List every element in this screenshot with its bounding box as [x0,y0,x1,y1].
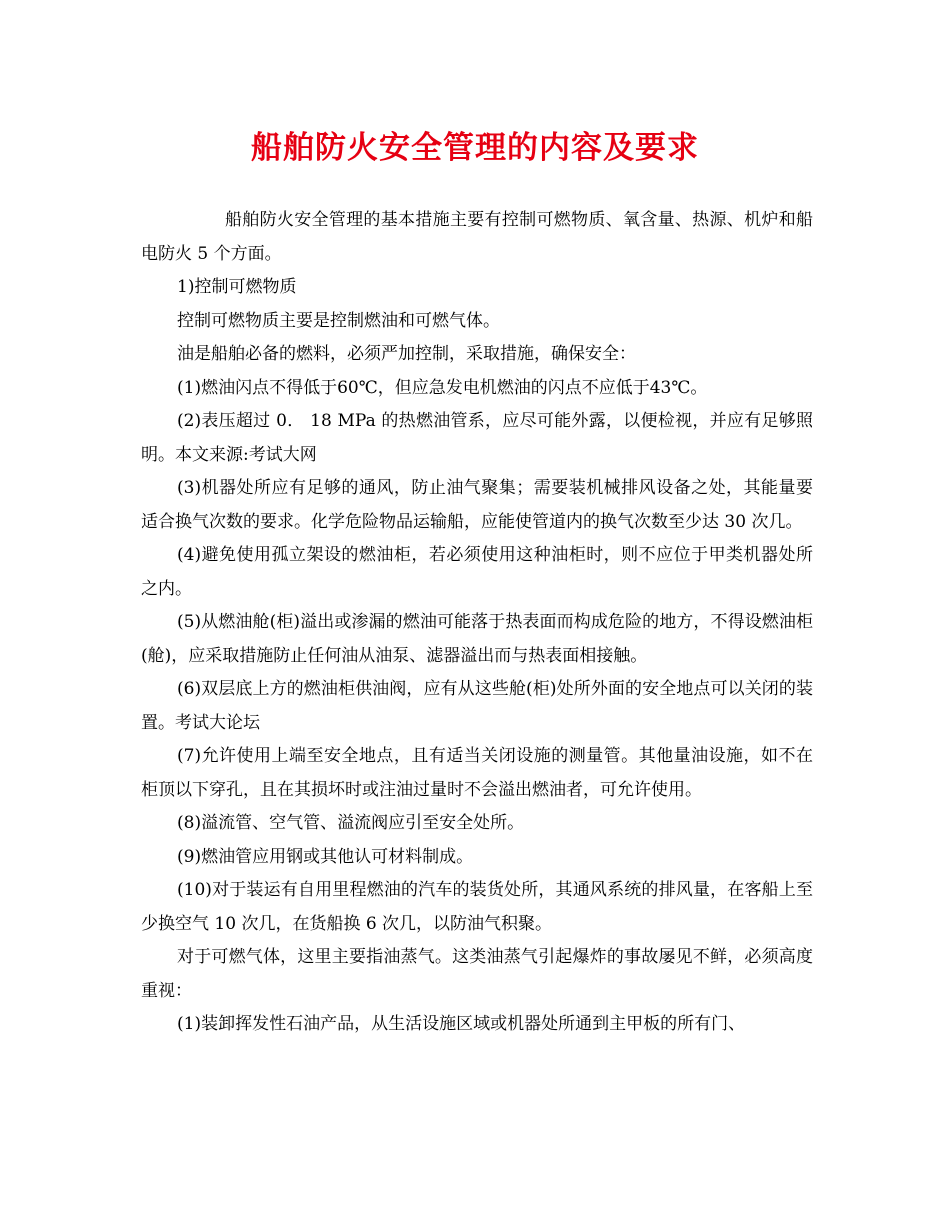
list-item: (4)避免使用孤立架设的燃油柜，若必须使用这种油柜时，则不应位于甲类机器处所之内。 [141,545,813,599]
paragraph-intro: 船舶防火安全管理的基本措施主要有控制可燃物质、氧含量、热源、机炉和船电防火 5 个方面。 [141,210,813,264]
list-item: (1)燃油闪点不得低于60℃，但应急发电机燃油的闪点不应低于43℃。 [177,377,708,398]
document-body [141,204,813,1042]
list-item: (1)装卸挥发性石油产品，从生活设施区域或机器处所通到主甲板的所有门、 [177,1014,746,1034]
section-heading: 1)控制可燃物质 [177,277,297,297]
list-item: (6)双层底上方的燃油柜供油阀，应有从这些舱(柜)处所外面的安全地点可以关闭的装置。考试大论坛 [141,679,813,733]
page-title: 船舶防火安全管理的内容及要求 [251,130,699,166]
paragraph: 对于可燃气体，这里主要指油蒸气。这类油蒸气引起爆炸的事故屡见不鲜，必须高度重视： [141,947,813,1001]
paragraph: 油是船舶必备的燃料，必须严加控制，采取措施，确保安全： [177,344,636,364]
list-item: (9)燃油管应用钢或其他认可材料制成。 [177,846,474,867]
list-item: (3)机器处所应有足够的通风，防止油气聚集；需要装机械排风设备之处，其能量要适合换气次数的要求。化学危险物品运输船，应能使管道内的换气次数至少达 30 次几。 [141,478,813,532]
list-item: (10)对于装运有自用里程燃油的汽车的装货处所，其通风系统的排风量，在客船上至少换空气 10 次几，在货船换 6 次几，以防油气积聚。 [141,880,813,934]
list-item: (7)允许使用上端至安全地点，且有适当关闭设施的测量管。其他量油设施，如不在柜顶以下穿孔，且在其损坏时或注油过量时不会溢出燃油者，可允许使用。 [141,746,813,800]
list-item: (5)从燃油舱(柜)溢出或渗漏的燃油可能落于热表面而构成危险的地方，不得设燃油柜(舱)，应采取措施防止任何油从油泵、滤器溢出而与热表面相接触。 [141,612,813,666]
list-item: (8)溢流管、空气管、溢流阀应引至安全处所。 [177,813,525,833]
paragraph: 控制可燃物质主要是控制燃油和可燃气体。 [177,310,500,331]
list-item: (2)表压超过 0． 18 MPa 的热燃油管系，应尽可能外露，以便检视，并应有足够照明。本文来源:考试大网 [141,411,813,465]
